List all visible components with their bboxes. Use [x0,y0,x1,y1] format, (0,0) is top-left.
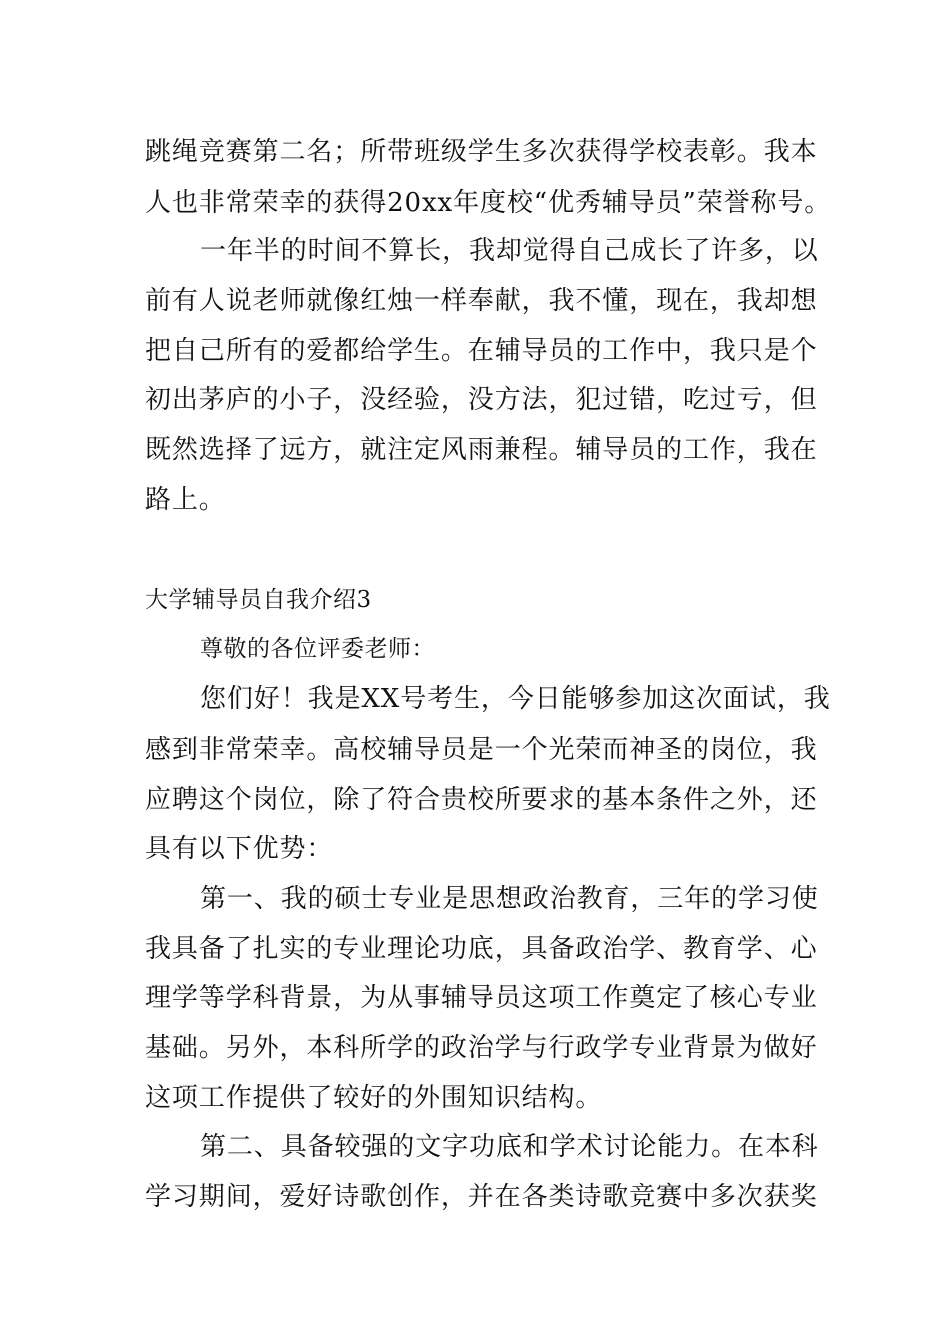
text-line: 感到非常荣幸。高校辅导员是一个光荣而神圣的岗位，我 [145,735,818,765]
text-line: 前有人说老师就像红烛一样奉献，我不懂，现在，我却想 [145,286,818,316]
text-line: 一年半的时间不算长，我却觉得自己成长了许多，以 [200,236,819,266]
section-heading: 大学辅导员自我介绍3 [145,587,372,613]
text-line: 这项工作提供了较好的外围知识结构。 [145,1083,603,1113]
text-line: 第一、我的硕士专业是思想政治教育，三年的学习使 [200,884,819,914]
text-line: 我具备了扎实的专业理论功底，具备政治学、教育学、心 [145,934,818,964]
text-line: 您们好！我是XX号考生，今日能够参加这次面试，我 [200,684,831,714]
text-line: 初出茅庐的小子，没经验，没方法，犯过错，吃过亏，但 [145,385,818,415]
text-line: 应聘这个岗位，除了符合贵校所要求的基本条件之外，还 [145,785,818,815]
text-line: 具有以下优势： [145,834,334,864]
text-line: 学习期间，爱好诗歌创作，并在各类诗歌竞赛中多次获奖 [145,1182,818,1212]
text-line: 路上。 [145,485,226,515]
text-line: 跳绳竞赛第二名；所带班级学生多次获得学校表彰。我本 [145,137,818,167]
text-line: 基础。另外，本科所学的政治学与行政学专业背景为做好 [145,1033,818,1063]
text-line: 人也非常荣幸的获得20xx年度校“优秀辅导员”荣誉称号。 [145,188,832,218]
text-line: 理学等学科背景，为从事辅导员这项工作奠定了核心专业 [145,983,818,1013]
text-line: 第二、具备较强的文字功底和学术讨论能力。在本科 [200,1132,819,1162]
text-line: 既然选择了远方，就注定风雨兼程。辅导员的工作，我在 [145,435,818,465]
salutation: 尊敬的各位评委老师： [200,636,435,662]
text-line: 把自己所有的爱都给学生。在辅导员的工作中，我只是个 [145,336,818,366]
